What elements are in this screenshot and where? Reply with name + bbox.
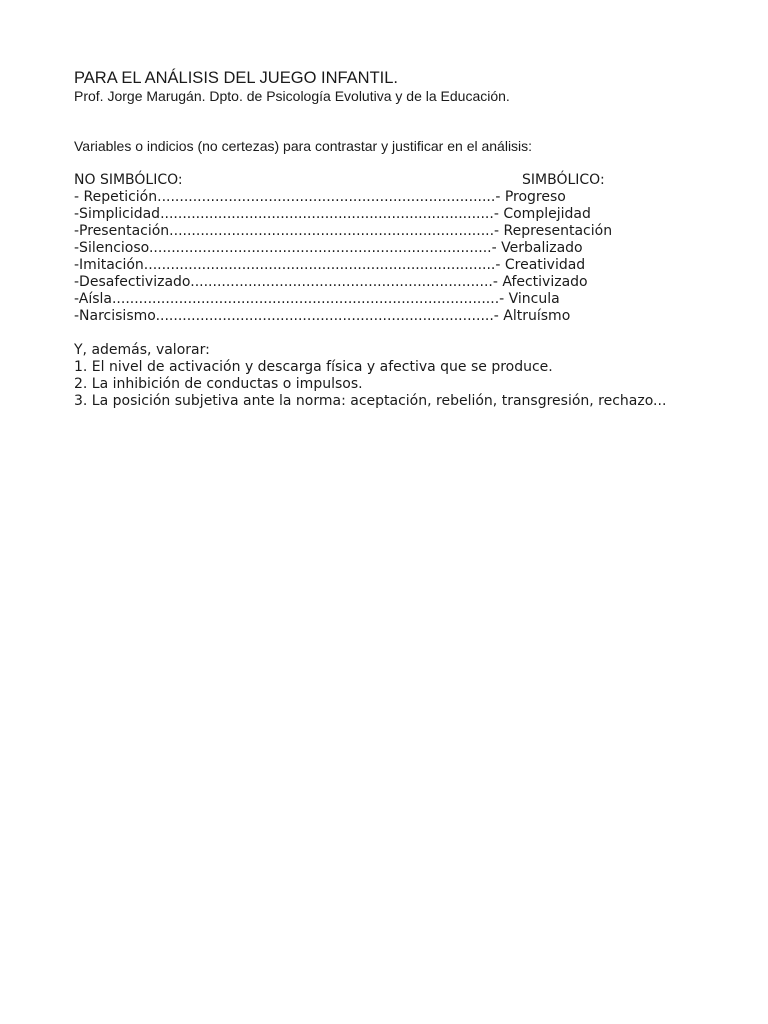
variables-intro: Variables o indicios (no certezas) para contrastar y justificar en el análisis: bbox=[74, 138, 533, 154]
comparison-row: -Silencioso.............................................................................- Verbalizado bbox=[74, 240, 583, 256]
comparison-row: -Aísla.......................................................................................- Vincula bbox=[74, 291, 560, 307]
comparison-headers bbox=[74, 172, 714, 189]
document-page bbox=[74, 68, 714, 409]
comparison-row: -Imitación...............................................................................- Creatividad bbox=[74, 257, 586, 273]
comparison-row: -Presentación.........................................................................- Representación bbox=[74, 223, 613, 239]
comparison-row: - Repetición............................................................................- Progreso bbox=[74, 189, 566, 205]
simbolico-header: SIMBÓLICO: bbox=[522, 172, 605, 188]
comparison-list bbox=[74, 172, 714, 325]
document-subtitle: Prof. Jorge Marugán. Dpto. de Psicología Evolutiva y de la Educación. bbox=[74, 88, 510, 104]
notes-item: 2. La inhibición de conductas o impulsos. bbox=[74, 376, 363, 392]
document-title: PARA EL ANÁLISIS DEL JUEGO INFANTIL. bbox=[74, 69, 398, 87]
comparison-row: -Desafectivizado....................................................................- Afectivizado bbox=[74, 274, 588, 290]
evaluation-notes bbox=[74, 342, 714, 410]
comparison-row: -Narcisismo............................................................................- Altruísmo bbox=[74, 308, 571, 324]
comparison-row: -Simplicidad...........................................................................- Complejidad bbox=[74, 206, 591, 222]
notes-intro: Y, además, valorar: bbox=[74, 342, 210, 358]
notes-item: 3. La posición subjetiva ante la norma: aceptación, rebelión, transgresión, rechazo... bbox=[74, 393, 667, 409]
no-simbolico-header: NO SIMBÓLICO: bbox=[74, 172, 183, 188]
notes-item: 1. El nivel de activación y descarga física y afectiva que se produce. bbox=[74, 359, 553, 375]
